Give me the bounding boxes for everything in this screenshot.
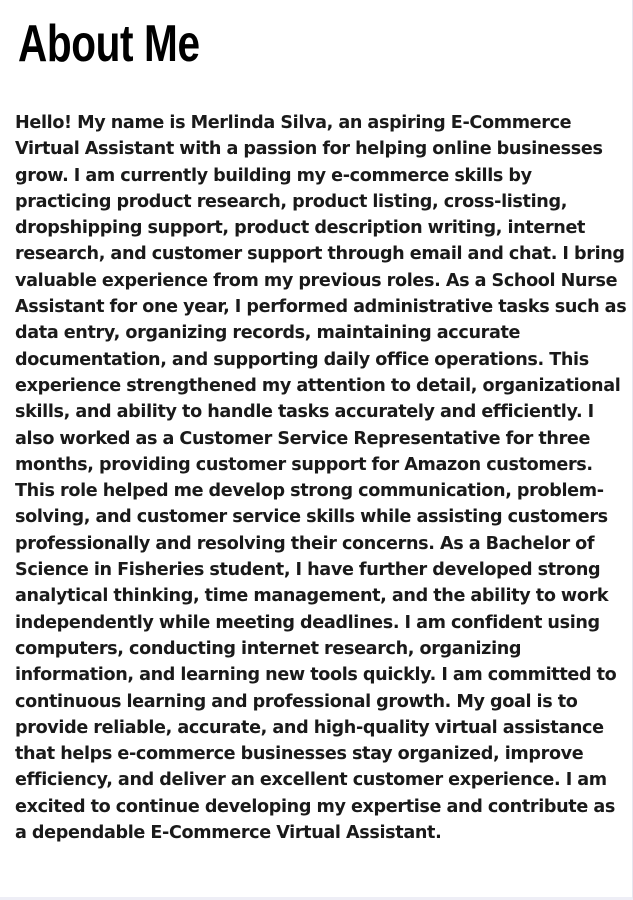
- about-paragraph: Hello! My name is Merlinda Silva, an aspiring E-Commerce Virtual Assistant with a passion for helping online businesses grow. I am currently building my e-commerce skills by practicing product research, product listing, cross-listing, dropshipping support, product description writing, internet research, and customer support through email and chat. I bring valuable experience from my previous roles. As a School Nurse Assistant for one year, I performed administrative tasks such as data entry, organizing records, maintaining accurate documentation, and supporting daily office operations. This experience strengthened my attention to detail, organizational skills, and ability to handle tasks accurately and efficiently. I also worked as a Customer Service Representative for three months, providing customer support for Amazon customers. This role helped me develop strong communication, problem-solving, and customer service skills while assisting customers professionally and resolving their concerns. As a Bachelor of Science in Fisheries student, I have further developed strong analytical thinking, time management, and the ability to work independently while meeting deadlines. I am confident using computers, conducting internet research, organizing information, and learning new tools quickly. I am committed to continuous learning and professional growth. My goal is to provide reliable, accurate, and high-quality virtual assistance that helps e-commerce businesses stay organized, improve efficiency, and deliver an excellent customer experience. I am excited to continue developing my expertise and contribute as a dependable E-Commerce Virtual Assistant.: [15, 113, 627, 844]
- page-title: About Me: [18, 15, 200, 73]
